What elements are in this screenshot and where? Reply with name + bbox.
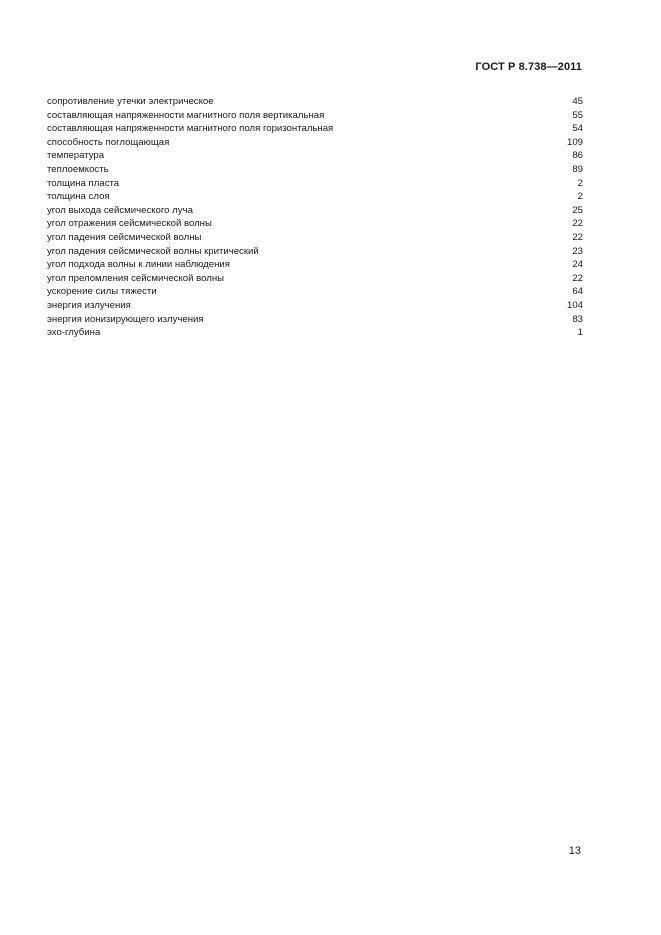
index-term: угол выхода сейсмического луча [47,204,193,216]
index-page-ref: 2 [577,191,583,203]
index-term: энергия ионизирующего излучения [47,313,204,325]
index-term: способность поглощающая [47,136,170,148]
index-page-ref: 22 [572,272,583,284]
alphabetical-index [47,95,583,340]
index-page-ref: 23 [572,245,583,257]
index-term: угол падения сейсмической волны критический [47,245,259,257]
page-number: 13 [568,845,581,857]
index-term: теплоемкость [47,163,109,175]
index-term: составляющая напряженности магнитного поля вертикальная [47,109,325,121]
index-page-ref: 2 [577,177,583,189]
index-term: энергия излучения [47,299,131,311]
index-page-ref: 22 [572,218,583,230]
index-page-ref: 54 [572,123,583,135]
index-term: угол падения сейсмической волны [47,231,202,243]
index-term: эхо-глубина [47,327,101,339]
index-entry [47,217,583,231]
index-term: составляющая напряженности магнитного поля горизонтальная [47,123,334,135]
index-page-ref: 86 [572,150,583,162]
index-term: угол подхода волны к линии наблюдения [47,259,230,271]
index-entry [47,109,583,123]
index-page-ref: 24 [572,259,583,271]
index-page-ref: 22 [572,231,583,243]
index-entry [47,122,583,136]
index-entry [47,177,583,191]
index-entry [47,136,583,150]
index-entry [47,313,583,327]
document-header: ГОСТ Р 8.738—2011 [475,61,582,73]
index-term: угол отражения сейсмической волны [47,218,212,230]
index-page-ref: 89 [572,163,583,175]
index-page-ref: 64 [572,286,583,298]
index-term: сопротивление утечки электрическое [47,96,214,107]
index-entry [47,245,583,259]
index-entry [47,326,583,340]
index-entry [47,285,583,299]
index-page-ref: 55 [572,109,583,121]
index-entry [47,149,583,163]
index-term: толщина пласта [47,177,120,189]
index-entry [47,272,583,286]
index-term: угол преломления сейсмической волны [47,272,225,284]
index-entry [47,299,583,313]
index-entry [47,258,583,272]
index-page-ref: 104 [566,299,583,311]
index-term: толщина слоя [47,191,110,203]
index-entry [47,163,583,177]
index-page-ref: 45 [572,96,583,107]
index-page-ref: 1 [577,327,583,339]
index-page-ref: 25 [572,204,583,216]
index-page-ref: 83 [572,313,583,325]
index-entry [47,231,583,245]
index-entry [47,190,583,204]
index-term: ускорение силы тяжести [47,286,157,298]
index-entry [47,204,583,218]
index-term: температура [47,150,105,162]
index-page-ref: 109 [566,136,583,148]
index-entry [47,95,583,109]
